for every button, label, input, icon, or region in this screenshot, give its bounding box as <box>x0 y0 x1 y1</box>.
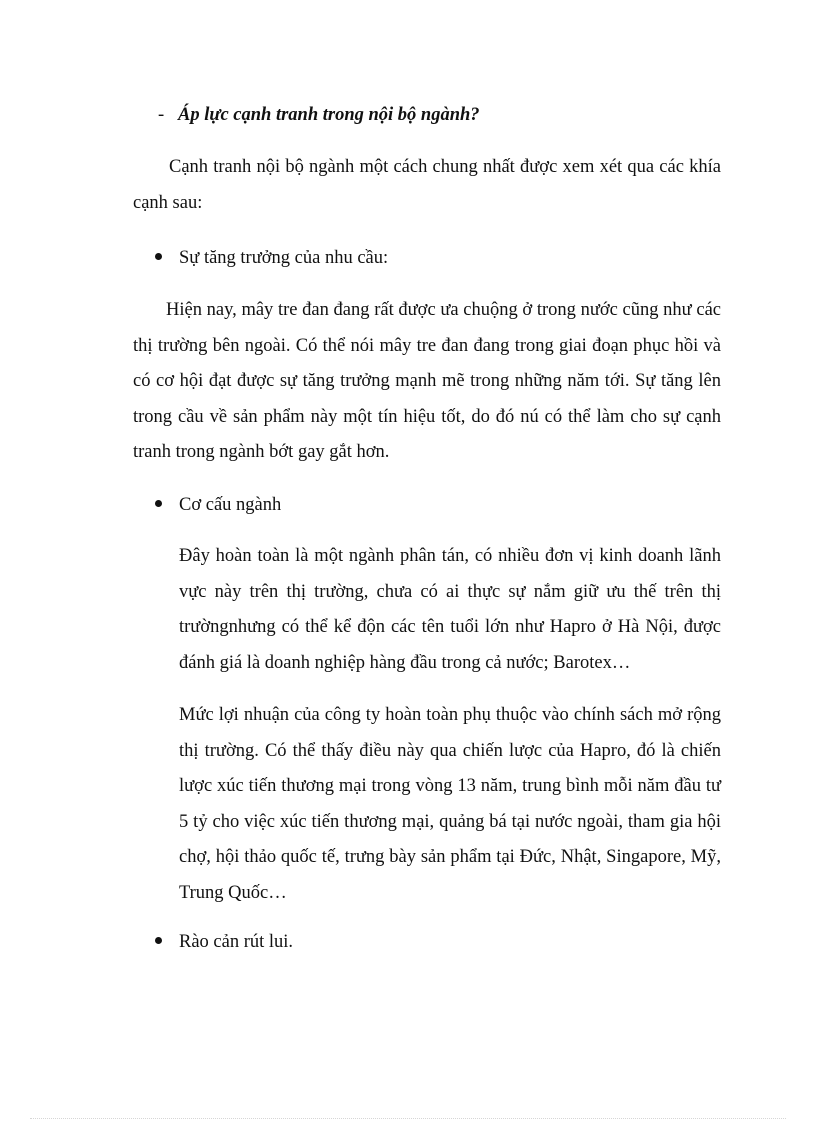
bullet-label: Rào cản rút lui. <box>179 932 294 952</box>
bullet-demand-growth <box>155 244 388 272</box>
bullet-dot-icon <box>155 500 162 507</box>
bullet-label: Sự tăng trưởng của nhu cầu: <box>179 248 389 268</box>
bullet-label: Cơ cấu ngành <box>179 495 282 515</box>
profit-paragraph: Mức lợi nhuận của công ty hoàn toàn phụ thuộc vào chính sách mở rộng thị trường. Có thể thấy điều này qua chiến lược của Hapro, đó là chiến lược xúc tiến thương mại trong vòng 13 năm, trung bình mỗi năm đầu tư 5 tỷ cho việc xúc tiến thương mại, quảng bá tại nước ngoài, tham gia hội chợ, hội thảo quốc tế, trưng bày sản phẩm tại Đức, Nhật, Singapore, Mỹ, Trung Quốc… <box>179 705 721 903</box>
structure-paragraph: Đây hoàn toàn là một ngành phân tán, có nhiều đơn vị kinh doanh lãnh vực này trên thị trường, chưa có ai thực sự nắm giữ ưu thế trên thị trườngnhưng có thể kể độn các tên tuổi lớn như Hapro ở Hà Nội, được đánh giá là doanh nghiệp hàng đầu trong cả nước; Barotex… <box>179 546 721 673</box>
intro-paragraph: Cạnh tranh nội bộ ngành một cách chung nhất được xem xét qua các khía cạnh sau: <box>133 157 721 213</box>
bullet-dot-icon <box>155 253 162 260</box>
heading-dash: - <box>158 105 165 125</box>
heading-title: Áp lực cạnh tranh trong nội bộ ngành? <box>178 105 480 125</box>
section-heading <box>158 101 480 129</box>
demand-paragraph: Hiện nay, mây tre đan đang rất được ưa chuộng ở trong nước cũng như các thị trường bên ngoài. Có thể nói mây tre đan đang trong giai đoạn phục hồi và có cơ hội đạt được sự tăng trưởng mạnh mẽ trong những năm tới. Sự tăng lên trong cầu về sản phẩm này một tín hiệu tốt, do đó nú có thể làm cho sự cạnh tranh trong ngành bớt gay gắt hơn. <box>133 300 721 462</box>
bullet-industry-structure <box>155 491 281 519</box>
page-bottom-divider <box>30 1118 786 1119</box>
bullet-dot-icon <box>155 937 162 944</box>
bullet-exit-barriers <box>155 928 293 956</box>
